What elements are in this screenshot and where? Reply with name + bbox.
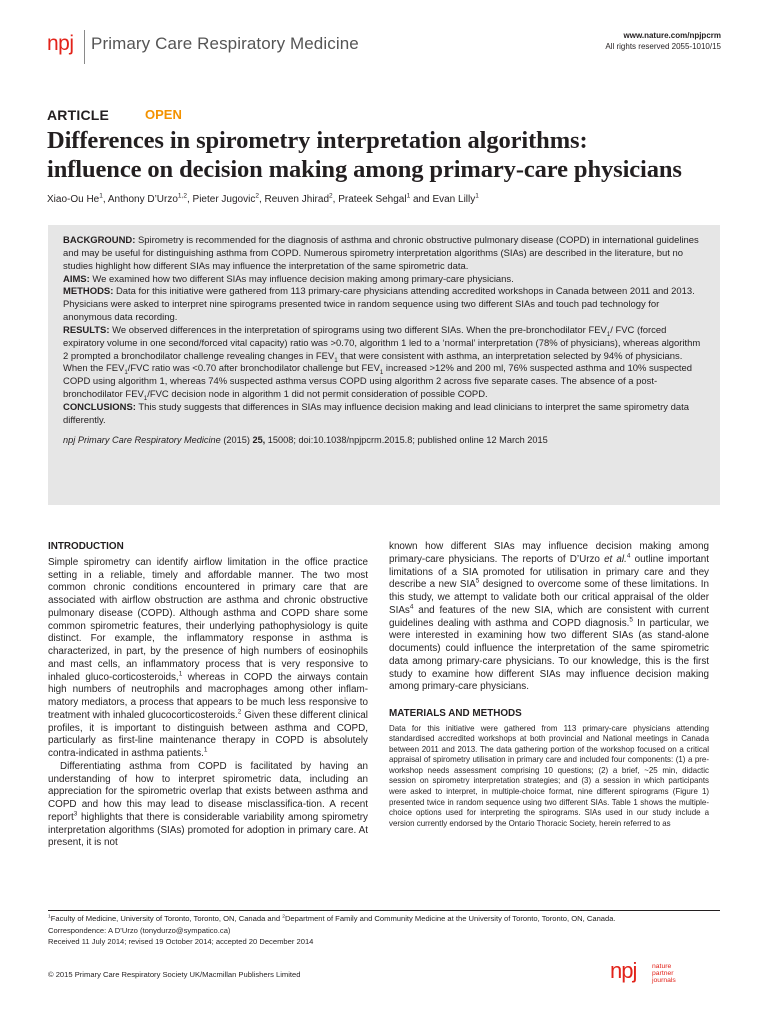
received-dates: Received 11 July 2014; revised 19 October 2014; accepted 20 December 2014: [48, 937, 314, 947]
citation-volume: 25,: [252, 434, 266, 445]
npj-logo-footer: npj: [610, 958, 637, 983]
section-text: This study suggests that differences in SIAs may influence decision making and lead clinicians to interpret the same spirometry data differently.: [63, 401, 689, 426]
intro-paragraph-continued: [389, 541, 709, 694]
section-heading-methods: MATERIALS AND METHODS: [389, 708, 522, 719]
header-meta: [605, 30, 721, 52]
author-name: Xiao-Ou He: [47, 194, 100, 205]
article-type-label: ARTICLE: [47, 107, 110, 123]
right-column: [389, 541, 709, 829]
affiliation-text: Faculty of Medicine, University of Toronto, Toronto, ON, Canada and: [50, 914, 283, 923]
section-text: / FVC (forced expiratory volume in one second/forced vital capacity) ratio was >0.70, algorithm 1 led to a ‘normal’ interpretation (78% of physicians), whereas algorithm 2 prompted a bronchodilator challenge revealing changes in FEV: [63, 324, 701, 362]
body-text: Differentiating asthma from COPD is facilitated by having an understanding of how to interpret spirometric data, including an appreciation for the spirometric overlap that exists between asthma and COPD and how this may lead to disease misclassifica-tion. A recent report: [48, 760, 368, 823]
section-text: We examined how two different SIAs may influence decision making among primary-care physicians.: [89, 273, 514, 285]
affiliation-sup: 1: [99, 192, 103, 200]
methods-paragraph: Data for this initiative were gathered from 113 primary-care physicians attending standardised accredited workshops at both provincial and National meetings in Canada between 2011 and 2013. The data gathering portion of the workshop focused on a critical appraisal of spirometry utilisation in primary care and included four components: (1) a pre-workshop needs assessment comprising 10 questions; (2) a brief, ~25 min, didactic session on spirometry interpretation strategies; and (3) a session in which participants were asked to interpret, in multiple-choice format, nine different spirograms (Figure 1) presented twice in random sequence using two different SIAs. Table 1 shows the multiple-choice options used for interpreting the spirograms. SIAs used in our study include a version currently endorsed by the Ontario Thoracic Society, herein referred to as: [389, 723, 709, 828]
article-title: [47, 126, 747, 184]
journal-name: Primary Care Respiratory Medicine: [91, 34, 359, 53]
reference-sup[interactable]: 5: [629, 616, 633, 624]
section-label: BACKGROUND:: [63, 235, 136, 246]
author-list: [47, 194, 747, 205]
affiliation-text: Department of Family and Community Medicine at the University of Toronto, Toronto, ON, Canada.: [284, 914, 616, 923]
abstract-aims: [63, 274, 705, 287]
left-column: [48, 541, 368, 850]
reference-sup[interactable]: 5: [475, 577, 480, 585]
body-text: and features of the new SIA, which are consistent with current guidelines dealing with asthma and COPD diagnosis.: [389, 604, 709, 629]
section-text: Spirometry is recommended for the diagnosis of asthma and chronic obstructive pulmonary disease (COPD) in international guidelines and may be useful for distinguishing asthma from COPD. Numerous spirometry interpretation algorithms (SIAs) are described in the literature, but no studies highlight how different SIAs may influence the interpretation of the same spirometric data.: [63, 235, 699, 272]
body-text: et al.: [604, 553, 627, 565]
reference-sup[interactable]: 3: [73, 810, 78, 818]
intro-paragraph-2: [48, 761, 368, 850]
section-text: that were consistent with asthma, an interpretation selected by 94% of physicians. When the FEV: [63, 350, 683, 375]
citation-line: [63, 434, 705, 447]
nature-partner-logo: [610, 958, 690, 990]
affiliation-sup: 2: [329, 192, 333, 200]
abstract-methods: [63, 286, 705, 325]
abstract-results: [63, 325, 705, 402]
citation-year: (2015): [220, 434, 253, 445]
body-text: outline important limitations of a SIA promoted for utilisation in primary care and they describe a new SIA: [389, 553, 709, 591]
affiliation-sup: 1: [48, 914, 51, 920]
abstract-box: [48, 225, 720, 505]
reference-sup[interactable]: 4: [409, 603, 414, 611]
affiliations: [48, 913, 720, 925]
intro-paragraph-1: [48, 557, 368, 761]
correspondence[interactable]: Correspondence: A D’Urzo (tonydurzo@sympatico.ca): [48, 925, 231, 935]
reference-sup[interactable]: 1: [178, 670, 183, 678]
body-text: Simple spirometry can identify airflow limitation in the office practice setting in a reliable, timely and affordable manner. The two most common chronic conditions encountered in primary care that are associated with airflow obstruction are asthma and chronic obstructive pulmonary disease (COPD). Although asthma and COPD share some common spirometric features, their underlying pathophysiology is quite distinct. For example, the inflammatory response in asthma is characterized, in part, by the presence of high numbers of eosinophils and mast cells, an inflammatory process that is very responsive to inhaled gluco-corticosteroids,: [48, 556, 368, 683]
affiliation-sup: 1,2: [177, 192, 187, 200]
affiliation-sup: 2: [282, 914, 285, 920]
body-text: whereas in COPD the airways contain high numbers of neutrophils and macrophages among other inflam-matory mediators, a process that appears to be much less responsive to treatment with inhaled glucocorticosteroids.: [48, 671, 368, 721]
rights-line: All rights reserved 2055-1010/15: [605, 42, 721, 51]
reference-sup[interactable]: 2: [237, 708, 242, 716]
partner-line: nature partner: [652, 963, 674, 978]
subscript: 1: [124, 369, 128, 377]
section-label: RESULTS:: [63, 324, 110, 336]
body-text: highlights that there is considerable variability among spirometry interpretation algorithms (SIAs) promoted for adoption in primary care. At present, it is not: [48, 811, 368, 849]
npj-logo: npj: [47, 32, 74, 55]
journal-header: [47, 30, 721, 70]
section-text: Data for this initiative were gathered from 113 primary-care physicians attending accredited workshops in Canada between 2011 and 2013. Physicians were asked to interpret nine spirograms presented twice in random sequence using two different SIAs and touch pad technology for anonymous data recording.: [63, 286, 695, 324]
title-line-1: Differences in spirometry interpretation algorithms:: [47, 127, 588, 154]
citation-doi[interactable]: 15008; doi:10.1038/npjpcrm.2015.8; published online 12 March 2015: [265, 434, 548, 445]
body-text: Given these different clinical profiles, it is important to distinguish between asthma and COPD, particularly as first-line maintenance therapy in COPD is absolutely contra-indicated in asthma patients.: [48, 709, 368, 759]
author-name: , Anthony D’Urzo: [102, 194, 178, 205]
title-line-2: influence on decision making among primary-care physicians: [47, 156, 682, 183]
subscript: 1: [379, 369, 384, 377]
section-label: METHODS:: [63, 286, 114, 298]
footnotes: [48, 913, 720, 948]
body-text: designed to overcome some of these limitations. In this study, we attempt to validate both our critical appraisal of the older SIAs: [389, 579, 709, 616]
section-text: /FVC ratio was <0.70 after bronchodilator challenge but FEV: [127, 363, 380, 375]
section-text: We observed differences in the interpretation of spirograms using two different SIAs. When the pre-bronchodilator FEV: [109, 324, 607, 336]
open-access-label: OPEN: [145, 107, 182, 122]
header-divider: [84, 30, 85, 64]
affiliation-sup: 2: [255, 192, 259, 200]
copyright-line: © 2015 Primary Care Respiratory Society UK/Macmillan Publishers Limited: [48, 970, 301, 979]
reference-sup[interactable]: 4: [626, 552, 631, 560]
subscript: 1: [143, 395, 148, 403]
journal-url[interactable]: www.nature.com/npjpcrm: [623, 31, 721, 40]
affiliation-sup: 1: [475, 192, 479, 200]
section-text: increased >12% and 200 ml, 76% suspected asthma and 10% suspected COPD using algorithm 1, whereas 74% suspected asthma versus COPD using algorithm 2 across five separate cases. The absence of a post-bronchodilator FEV: [63, 363, 693, 401]
section-label: AIMS:: [63, 273, 90, 285]
reference-sup[interactable]: 1: [203, 746, 208, 754]
section-label: CONCLUSIONS:: [63, 401, 136, 413]
body-text: In particular, we were interested in examining how two different SIAs (as stand-alone documents) could influence the interpretation of the same spirometric data among primary-care physicians. To our knowledge, this is the first study to examine how different SIAs may influence decision making among primary-care physicians.: [389, 617, 709, 693]
abstract-conclusions: [63, 402, 705, 428]
author-name: , Reuven Jhirad: [258, 194, 330, 205]
section-heading-introduction: INTRODUCTION: [48, 541, 124, 552]
subscript: 1: [606, 330, 611, 338]
subscript: 1: [334, 356, 338, 364]
partner-text: [652, 963, 690, 985]
author-name: , Prateek Sehgal: [332, 194, 407, 205]
body-text: known how different SIAs may influence decision making among primary-care physicians. The reports of D’Urzo: [389, 541, 709, 565]
citation-journal: npj Primary Care Respiratory Medicine: [63, 434, 221, 445]
section-text: /FVC decision node in algorithm 1 did not permit consideration of possible COPD.: [147, 389, 488, 401]
author-name: , Pieter Jugovic: [186, 194, 256, 205]
partner-line: journals: [652, 977, 676, 985]
footnote-divider: [48, 910, 720, 911]
affiliation-sup: 1: [406, 192, 411, 200]
author-name: and Evan Lilly: [410, 194, 476, 205]
abstract-background: [63, 235, 705, 274]
